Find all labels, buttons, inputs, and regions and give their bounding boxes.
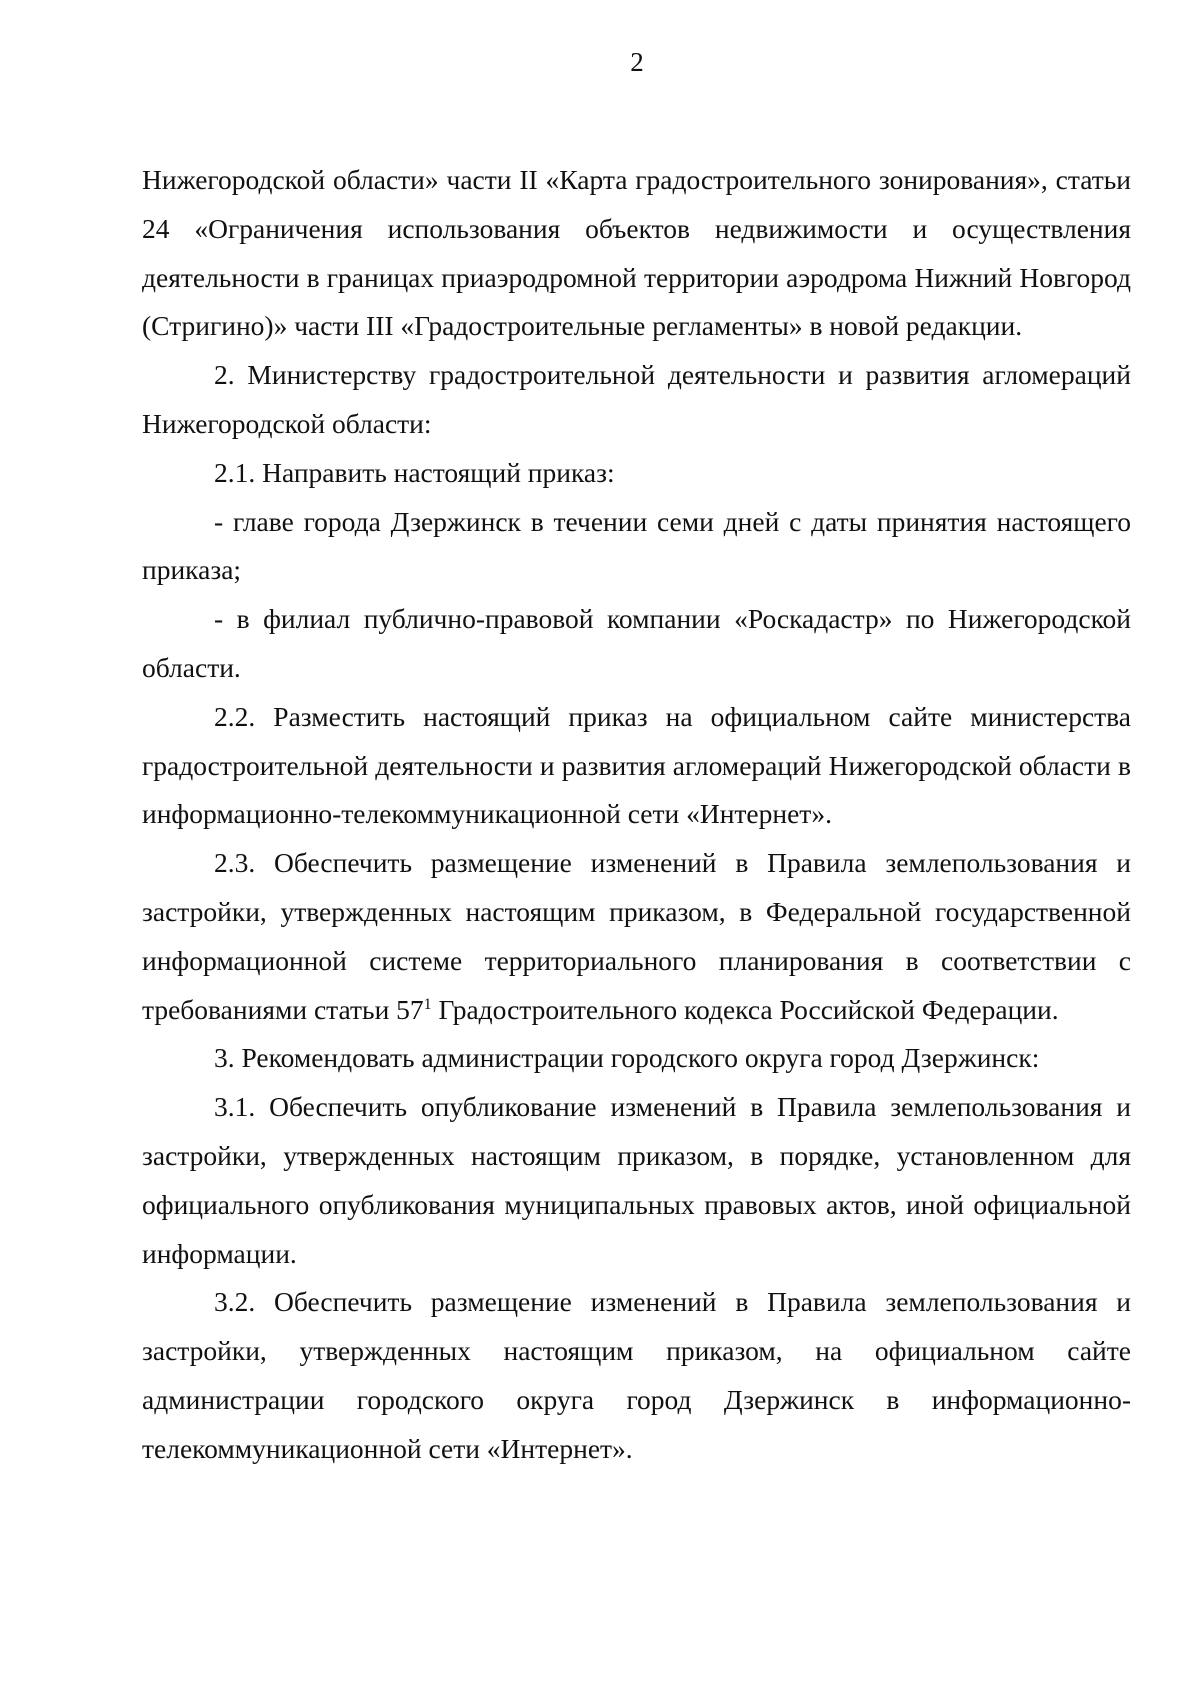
- paragraph-item-2-2: 2.2. Разместить настоящий приказ на официальном сайте министерства градостроительной деятельности и развития агломераций Нижегородской области в информационно-телекоммуникационной сети «Интернет».: [142, 700, 1131, 830]
- paragraph-item-3-1: 3.1. Обеспечить опубликование изменений в Правила землепользования и застройки, утвержденных настоящим приказом, в порядке, установленном для официального опубликования муниципальных правовых актов, иной официальной информации.: [142, 1091, 1131, 1269]
- page-number: 2: [630, 47, 644, 77]
- article-superscript: 1: [423, 995, 432, 1013]
- paragraph-item-3: 3. Рекомендовать администрации городского округа город Дзержинск:: [214, 1042, 1040, 1074]
- paragraph-item-2: 2. Министерству градостроительной деятельности и развития агломераций Нижегородской области:: [142, 359, 1131, 439]
- paragraph-bullet-head-of-city: - главе города Дзержинск в течении семи дней с даты принятия настоящего приказа;: [142, 505, 1131, 586]
- paragraph-item-2-3-text: 2.3. Обеспечить размещение изменений в Правила землепользования и застройки, утвержденных настоящим приказом, в Федеральной государственной информационной системе территориального планирования в соответствии с требованиями статьи 57: [142, 847, 1131, 1025]
- paragraph-item-2-3-text-end: Градостроительного кодекса Российской Федерации.: [431, 993, 1059, 1025]
- paragraph-bullet-roskadastr: - в филиал публично-правовой компании «Роскадастр» по Нижегородской области.: [142, 603, 1131, 683]
- paragraph-item-3-2: 3.2. Обеспечить размещение изменений в Правила землепользования и застройки, утвержденных настоящим приказом, на официальном сайте администрации городского округа город Дзержинск в информационно-телекоммуникационной сети «Интернет».: [142, 1286, 1131, 1464]
- paragraph-item-2-3: [142, 839, 1131, 1034]
- paragraph-item-2-1: 2.1. Направить настоящий приказ:: [214, 456, 615, 488]
- document-body: [142, 156, 1131, 1474]
- paragraph-continuation: Нижегородской области» части II «Карта градостроительного зонирования», статьи 24 «Ограничения использования объектов недвижимости и осуществления деятельности в границах приаэродромной территории аэродрома Нижний Новгород (Стригино)» части III «Градостроительные регламенты» в новой редакции.: [142, 164, 1131, 342]
